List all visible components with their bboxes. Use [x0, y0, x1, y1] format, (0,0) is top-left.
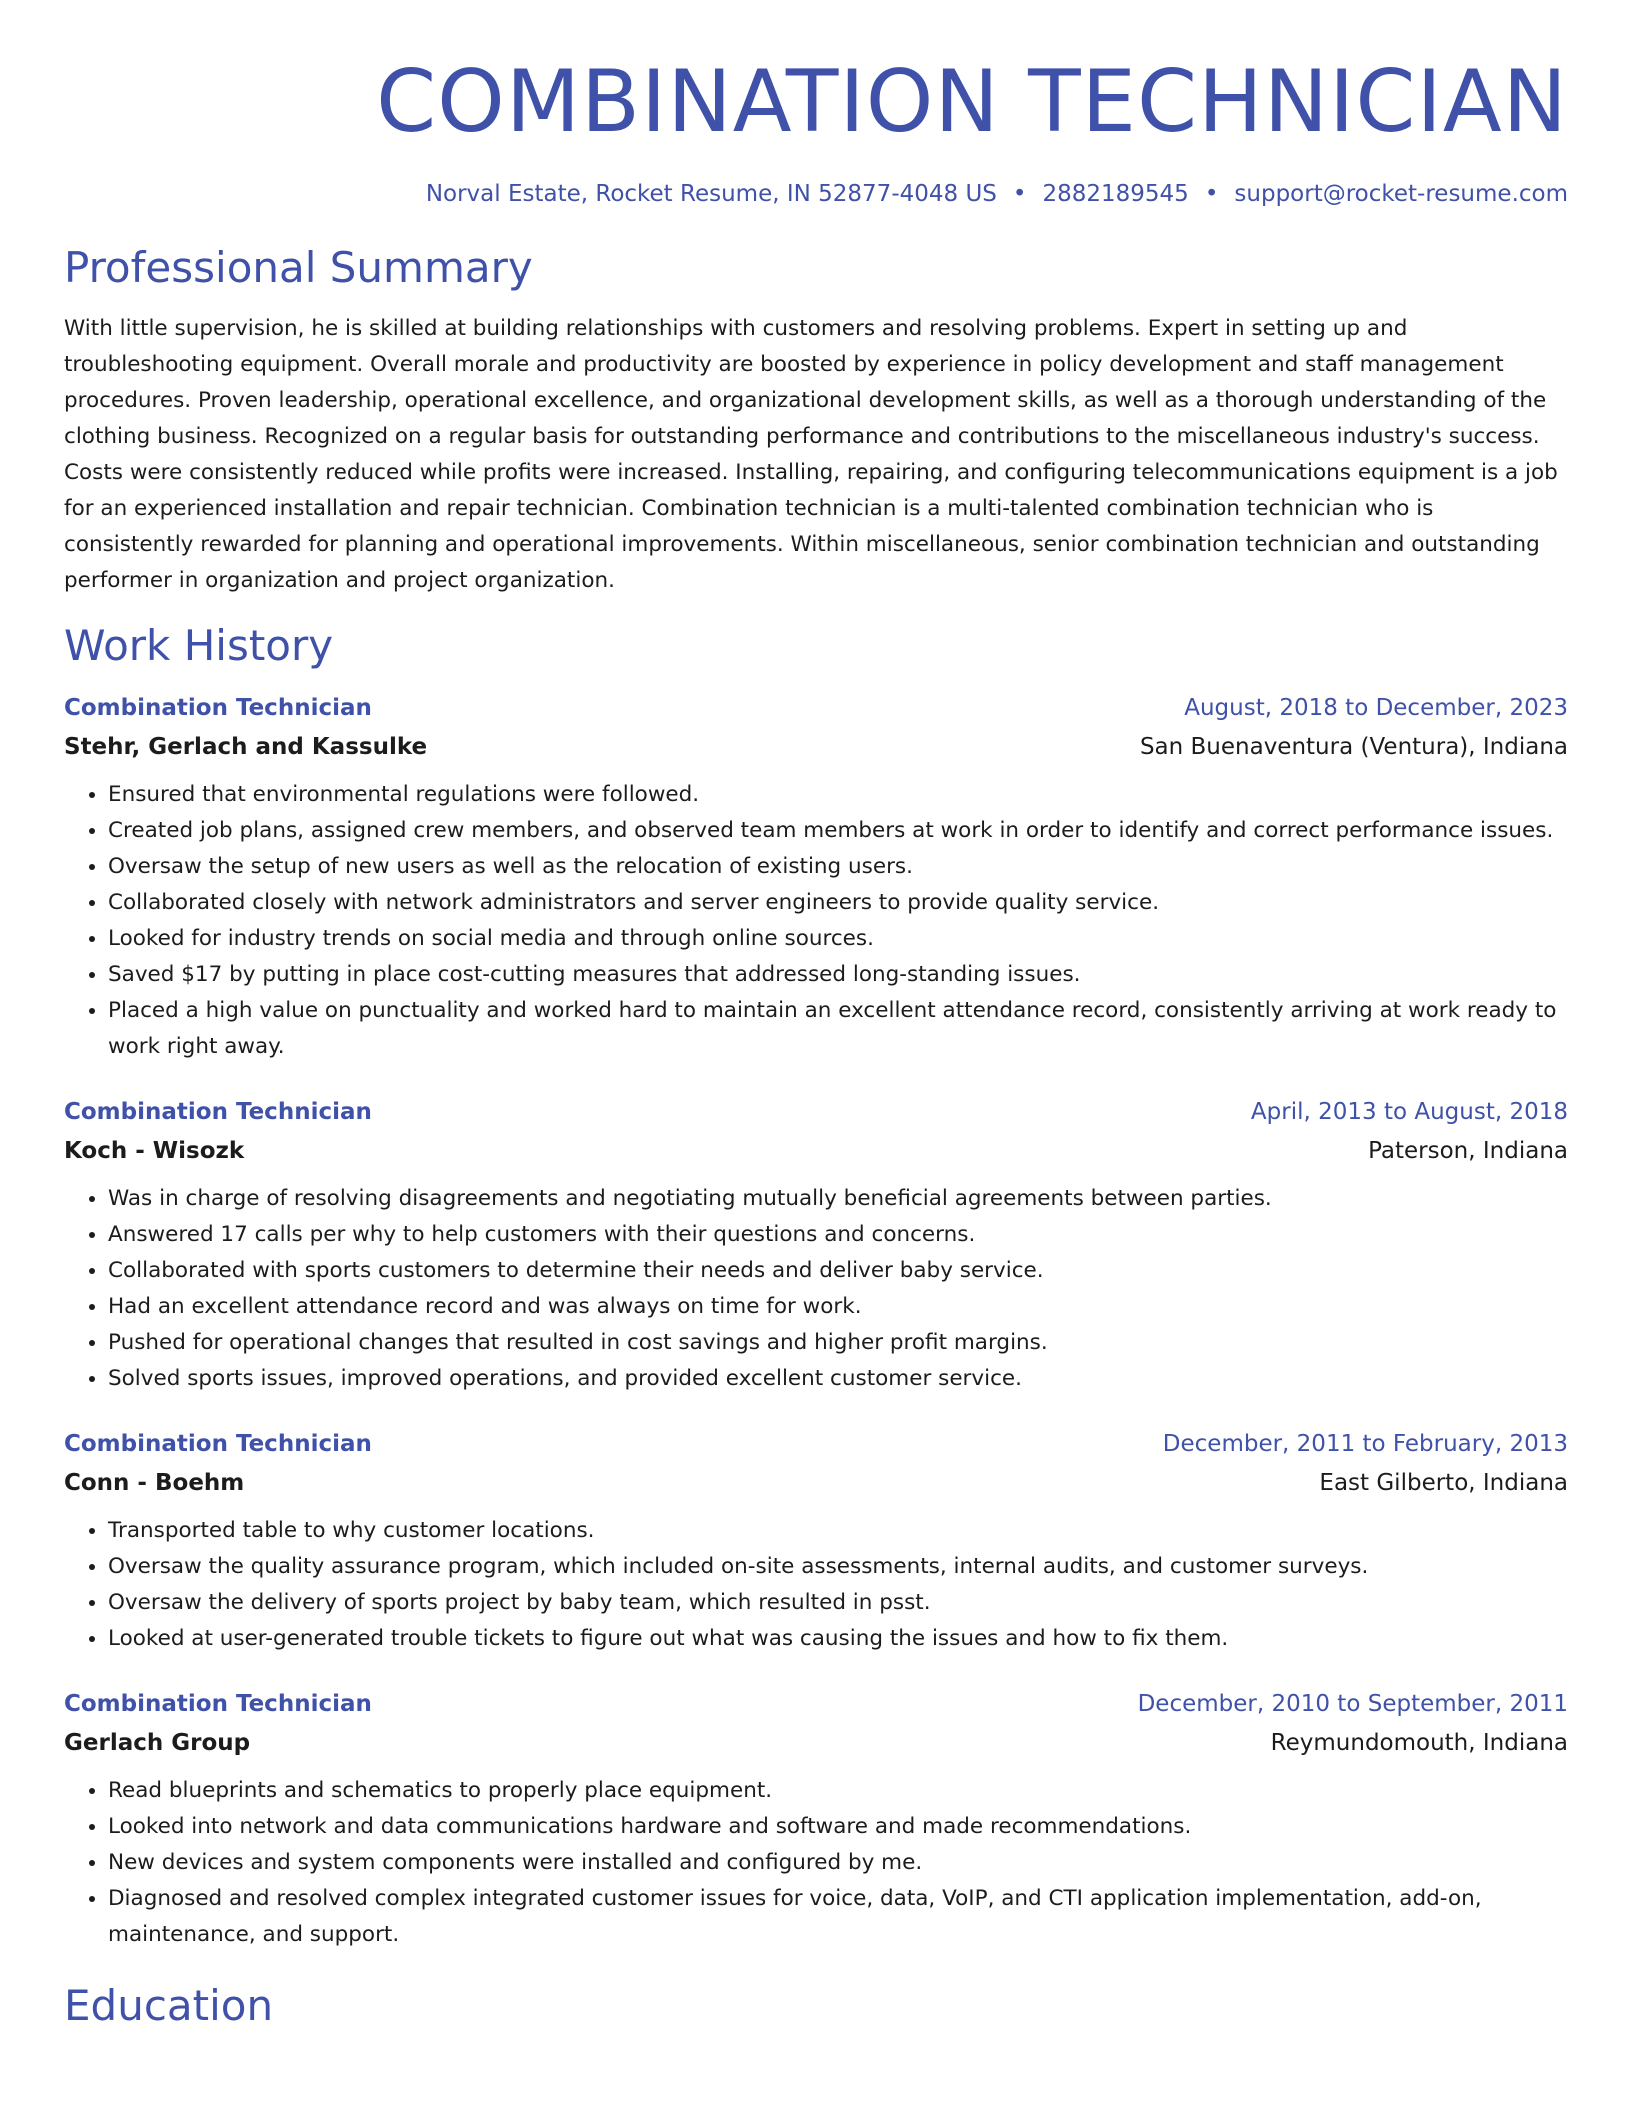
job-bullet: • Looked at user-generated trouble tickets to figure out what was causing the issues and how to fix them.: [108, 1621, 1568, 1657]
job-bullet: • Collaborated with sports customers to determine their needs and deliver baby service.: [108, 1253, 1568, 1289]
job-company: Stehr, Gerlach and Kassulke: [64, 734, 428, 760]
job-title-row: [64, 1685, 1568, 1723]
contact-email[interactable]: support@rocket-resume.com: [1234, 181, 1568, 207]
job-bullet: • Pushed for operational changes that resulted in cost savings and higher profit margins.: [108, 1325, 1568, 1361]
contact-line: [64, 178, 1568, 210]
job-bullet: • Looked into network and data communications hardware and software and made recommendations.: [108, 1809, 1568, 1845]
education-heading: Education: [64, 1981, 274, 2030]
job-company-row: [64, 1463, 1568, 1503]
job-dates: December, 2010 to September, 2011: [1137, 1691, 1568, 1717]
job-company-row: [64, 1723, 1568, 1763]
job-bullet: • Oversaw the quality assurance program, which included on-site assessments, internal audits, and customer surveys.: [108, 1549, 1568, 1585]
job-bullet: • Ensured that environmental regulations were followed.: [108, 777, 1568, 813]
job-bullet: • Collaborated closely with network administrators and server engineers to provide quality service.: [108, 885, 1568, 921]
job-bullet: • New devices and system components were installed and configured by me.: [108, 1845, 1568, 1881]
job-entry: [64, 1425, 1568, 1657]
job-entry: [64, 1685, 1568, 1953]
job-dates: December, 2011 to February, 2013: [1162, 1431, 1568, 1457]
resume-header: [64, 0, 1568, 210]
job-bullet: • Placed a high value on punctuality and worked hard to maintain an excellent attendance record, consistently arriving at work ready to work right away.: [108, 993, 1568, 1065]
job-bullet: • Answered 17 calls per why to help customers with their questions and concerns.: [108, 1217, 1568, 1253]
contact-address: Norval Estate, Rocket Resume, IN 52877-4048 US: [425, 181, 997, 207]
job-bullet: • Diagnosed and resolved complex integrated customer issues for voice, data, VoIP, and CTI application implementation, add-on, maintenance, and support.: [108, 1881, 1568, 1953]
contact-separator: •: [1012, 181, 1027, 207]
job-entry: [64, 689, 1568, 1065]
job-bullet: • Read blueprints and schematics to properly place equipment.: [108, 1773, 1568, 1809]
job-bullet: • Was in charge of resolving disagreements and negotiating mutually beneficial agreements between parties.: [108, 1181, 1568, 1217]
contact-separator: •: [1204, 181, 1219, 207]
job-company-row: [64, 727, 1568, 767]
work-history-list: [64, 689, 1568, 1953]
job-bullet: • Oversaw the delivery of sports project by baby team, which resulted in psst.: [108, 1585, 1568, 1621]
job-bullet: • Oversaw the setup of new users as well as the relocation of existing users.: [108, 849, 1568, 885]
job-dates: August, 2018 to December, 2023: [1184, 695, 1568, 721]
job-bullet: • Saved $17 by putting in place cost-cutting measures that addressed long-standing issues.: [108, 957, 1568, 993]
job-location: Reymundomouth, Indiana: [1270, 1730, 1568, 1756]
job-bullets: [64, 777, 1568, 1065]
job-company: Conn - Boehm: [64, 1470, 245, 1496]
work-history-heading: Work History: [64, 621, 334, 670]
job-bullets: [64, 1513, 1568, 1657]
job-bullets: [64, 1773, 1568, 1953]
job-bullets: [64, 1181, 1568, 1397]
job-bullet: • Transported table to why customer locations.: [108, 1513, 1568, 1549]
job-company: Gerlach Group: [64, 1730, 251, 1756]
job-title: Combination Technician: [64, 1691, 372, 1717]
job-title-row: [64, 1425, 1568, 1463]
job-bullet: • Had an excellent attendance record and was always on time for work.: [108, 1289, 1568, 1325]
candidate-name: COMBINATION TECHNICIAN: [376, 52, 1568, 152]
job-company-row: [64, 1131, 1568, 1171]
job-title: Combination Technician: [64, 1099, 372, 1125]
job-location: San Buenaventura (Ventura), Indiana: [1139, 734, 1568, 760]
job-location: East Gilberto, Indiana: [1319, 1470, 1568, 1496]
contact-phone: 2882189545: [1042, 181, 1189, 207]
job-title: Combination Technician: [64, 695, 372, 721]
job-bullet: • Created job plans, assigned crew members, and observed team members at work in order to identify and correct performance issues.: [108, 813, 1568, 849]
summary-heading: Professional Summary: [64, 243, 533, 292]
job-company: Koch - Wisozk: [64, 1138, 245, 1164]
job-bullet: • Solved sports issues, improved operations, and provided excellent customer service.: [108, 1361, 1568, 1397]
job-dates: April, 2013 to August, 2018: [1250, 1099, 1568, 1125]
job-title-row: [64, 1093, 1568, 1131]
job-title: Combination Technician: [64, 1431, 372, 1457]
job-title-row: [64, 689, 1568, 727]
job-entry: [64, 1093, 1568, 1397]
summary-text: With little supervision, he is skilled at building relationships with customers and resolving problems. Expert in setting up and troubleshooting equipment. Overall morale and productivity are boosted by experience in policy development and staff management procedures. Proven leadership, operational excellence, and organizational development skills, as well as a thorough understanding of the clothing business. Recognized on a regular basis for outstanding performance and contributions to the miscellaneous industry's success. Costs were consistently reduced while profits were increased. Installing, repairing, and configuring telecommunications equipment is a job for an experienced installation and repair technician. Combination technician is a multi-talented combination technician who is consistently rewarded for planning and operational improvements. Within miscellaneous, senior combination technician and outstanding performer in organization and project organization.: [64, 316, 1558, 593]
job-bullet: • Looked for industry trends on social media and through online sources.: [108, 921, 1568, 957]
job-location: Paterson, Indiana: [1368, 1138, 1568, 1164]
